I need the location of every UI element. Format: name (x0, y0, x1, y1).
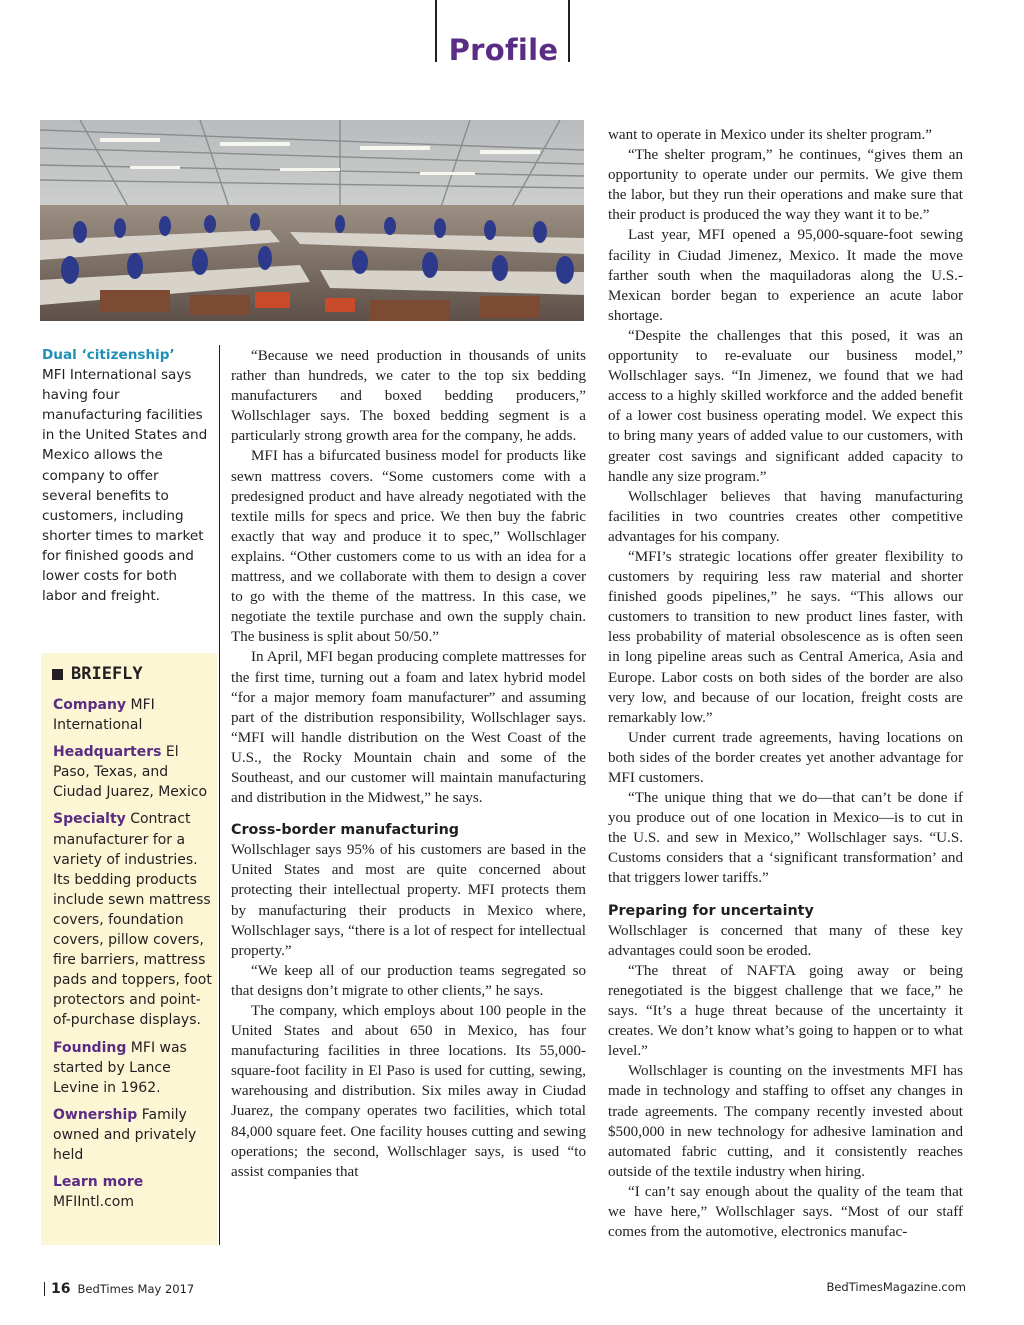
briefly-ownership: Ownership Family owned and privately held (53, 1106, 197, 1163)
caption-text: MFI International says having four manufacturing facilities in the United States and Mexico allows the company to offer several benefits to customers, including shorter times to market for finished goods and lower costs for both labor and freight. (42, 367, 208, 605)
footer-rule (44, 1282, 45, 1296)
paragraph: Wollschlager is counting on the investments MFI has made in technology and staffing to offset any changes in trade agreements. The company recently invested about $500,000 in new technology for adhesive lamination and automated fabric cutting, and it consistently reaches outside of the textile industry when hiring. (608, 1063, 963, 1180)
paragraph: “The shelter program,” he continues, “gives them an opportunity to operate under our permits. We give them the labor, but they run their operations and make sure that their product is produced the way they want it to be.” (608, 147, 963, 224)
briefly-heading: BRIEFLY (52, 664, 143, 684)
photo-caption (42, 345, 210, 606)
paragraph: “Despite the challenges that this posed, it was an opportunity to re-evaluate our business model,” Wollschlager says. “In Jimenez, we found that we had access to a highly skilled workforce and the added benefit of a lower cost business operating model. We expect this to bring many years of added value to our customers, with greater cost savings and significant added capacity to handle any size program.” (608, 327, 963, 485)
caption-title: Dual ‘citizenship’ (42, 347, 175, 363)
square-bullet-icon (52, 669, 63, 680)
briefly-learn-more: Learn more MFIIntl.com (53, 1172, 215, 1212)
column-divider (219, 345, 220, 1245)
header-rule-left (435, 0, 437, 62)
paragraph: want to operate in Mexico under its shelter program.” (608, 127, 932, 143)
article-column-right (608, 125, 963, 1242)
page-number: 16 (51, 1281, 71, 1297)
paragraph: “I can’t say enough about the quality of the team that we have here,” Wollschlager says. “Most of our staff comes from the automotive, electronics manufac- (608, 1183, 963, 1241)
briefly-company: Company MFI International (53, 697, 155, 734)
article-column-middle (231, 346, 586, 1182)
paragraph: “The threat of NAFTA going away or being renegotiated is the biggest challenge that we face,” he says. “It’s a huge threat because of the uncertainty it creates. We don’t know what’s going to happen or to what level.” (608, 962, 963, 1060)
publication-name: BedTimes (77, 1282, 134, 1296)
paragraph: Last year, MFI opened a 95,000-square-foot sewing facility in Ciudad Jimenez, Mexico. It made the move farther south when the maquiladoras along the U.S.-Mexican border began to experience an acute labor shortage. (608, 227, 963, 324)
briefly-sidebar (41, 653, 217, 1245)
paragraph: “We keep all of our production teams segregated so that designs don’t migrate to other clients,” he says. (231, 962, 586, 999)
paragraph: Wollschlager believes that having manufacturing facilities in two countries creates other competitive advantages for his company. (608, 488, 963, 545)
paragraph: “The unique thing that we do—that can’t be done if you produce out of one location in Mexico—is to cut in the U.S. and sew in Mexico,” Wollschlager says. “U.S. Customs considers that a ‘significant transformation’ and that triggers lower tariffs.” (608, 790, 963, 887)
footer-site[interactable]: BedTimesMagazine.com (826, 1280, 966, 1294)
briefly-founding: Founding MFI was started by Lance Levine in 1962. (53, 1039, 187, 1096)
subheading-uncertainty: Preparing for uncertainty (608, 902, 814, 919)
subheading-cross-border: Cross-border manufacturing (231, 822, 460, 839)
section-title: Profile (448, 33, 559, 67)
paragraph: Wollschlager says 95% of his customers are based in the United States and most are quite concerned about protecting their intellectual property. MFI protects them by manufacturing their products in Mexico where, Wollschlager says, “there is a lot of respect for intellectual property.” (231, 842, 586, 959)
paragraph: Under current trade agreements, having locations on both sides of the border creates yet another advantage for MFI customers. (608, 729, 963, 786)
briefly-specialty: Specialty Contract manufacturer for a variety of industries. Its bedding products include sewn mattress covers, foundation covers, pillow covers, fire barriers, mattress pads and toppers, foot protectors and point-of-purchase displays. (53, 811, 212, 1029)
issue-date: May 2017 (137, 1282, 195, 1296)
paragraph: The company, which employs about 100 people in the United States and about 650 in Mexico, has four manufacturing facilities in three locations. Its 55,000-square-foot facility in El Paso is used for cutting, sewing, warehousing and distribution. Six miles away in Ciudad Juarez, the company operates two facilities, which total 84,000 square feet. One facility houses cutting and sewing operations; the second, Wollschlager says, is used “to assist companies that (231, 1003, 586, 1180)
paragraph: “Because we need production in thousands of units rather than hundreds, we cater to the top six bedding manufacturers and boxed bedding producers,” Wollschlager says. The boxed bedding segment is a particularly strong growth area for the company, he adds. (231, 348, 586, 445)
paragraph: “MFI’s strategic locations offer greater flexibility to customers by requiring less raw material and shorter finished goods pipelines,” he says. “This allows our customers to transition to new product lines faster, with less probability of material obsolescence as is often seen in long pipeline areas such as Central America, Asia and Europe. Labor costs on both sides of the border are also very low, and because of our location, freight costs are remarkably low.” (608, 548, 963, 726)
paragraph: MFI has a bifurcated business model for products like sewn mattress covers. “Some customers come with a predesigned product and have already negotiated with the textile mills for specs and price. We then buy the fabric exactly that way and produce it to spec,” Wollschlager explains. “Other customers come to us with an idea for a mattress, and we collaborate with them to design a cover to go with the theme of the mattress. In this case, we negotiate the textile purchase and own the supply chain. The business is split about 50/50.” (231, 448, 586, 646)
briefly-headquarters: Headquarters El Paso, Texas, and Ciudad Juarez, Mexico (53, 744, 208, 801)
footer-left (44, 1281, 194, 1297)
paragraph: In April, MFI began producing complete mattresses for the first time, turning out a foam and latex hybrid model “for a major memory foam manufacturer” and assuming part of the distribution responsibility, Wollschlager says. “MFI will handle distribution on the West Coast of the U.S., the Rocky Mountain chain and some of the Southeast, and our customer will maintain manufacturing and distribution in the Midwest,” he says. (231, 649, 586, 807)
paragraph: Wollschlager is concerned that many of these key advantages could soon be eroded. (608, 922, 963, 959)
factory-photo (40, 120, 584, 321)
learn-more-link[interactable]: MFIIntl.com (53, 1194, 134, 1211)
